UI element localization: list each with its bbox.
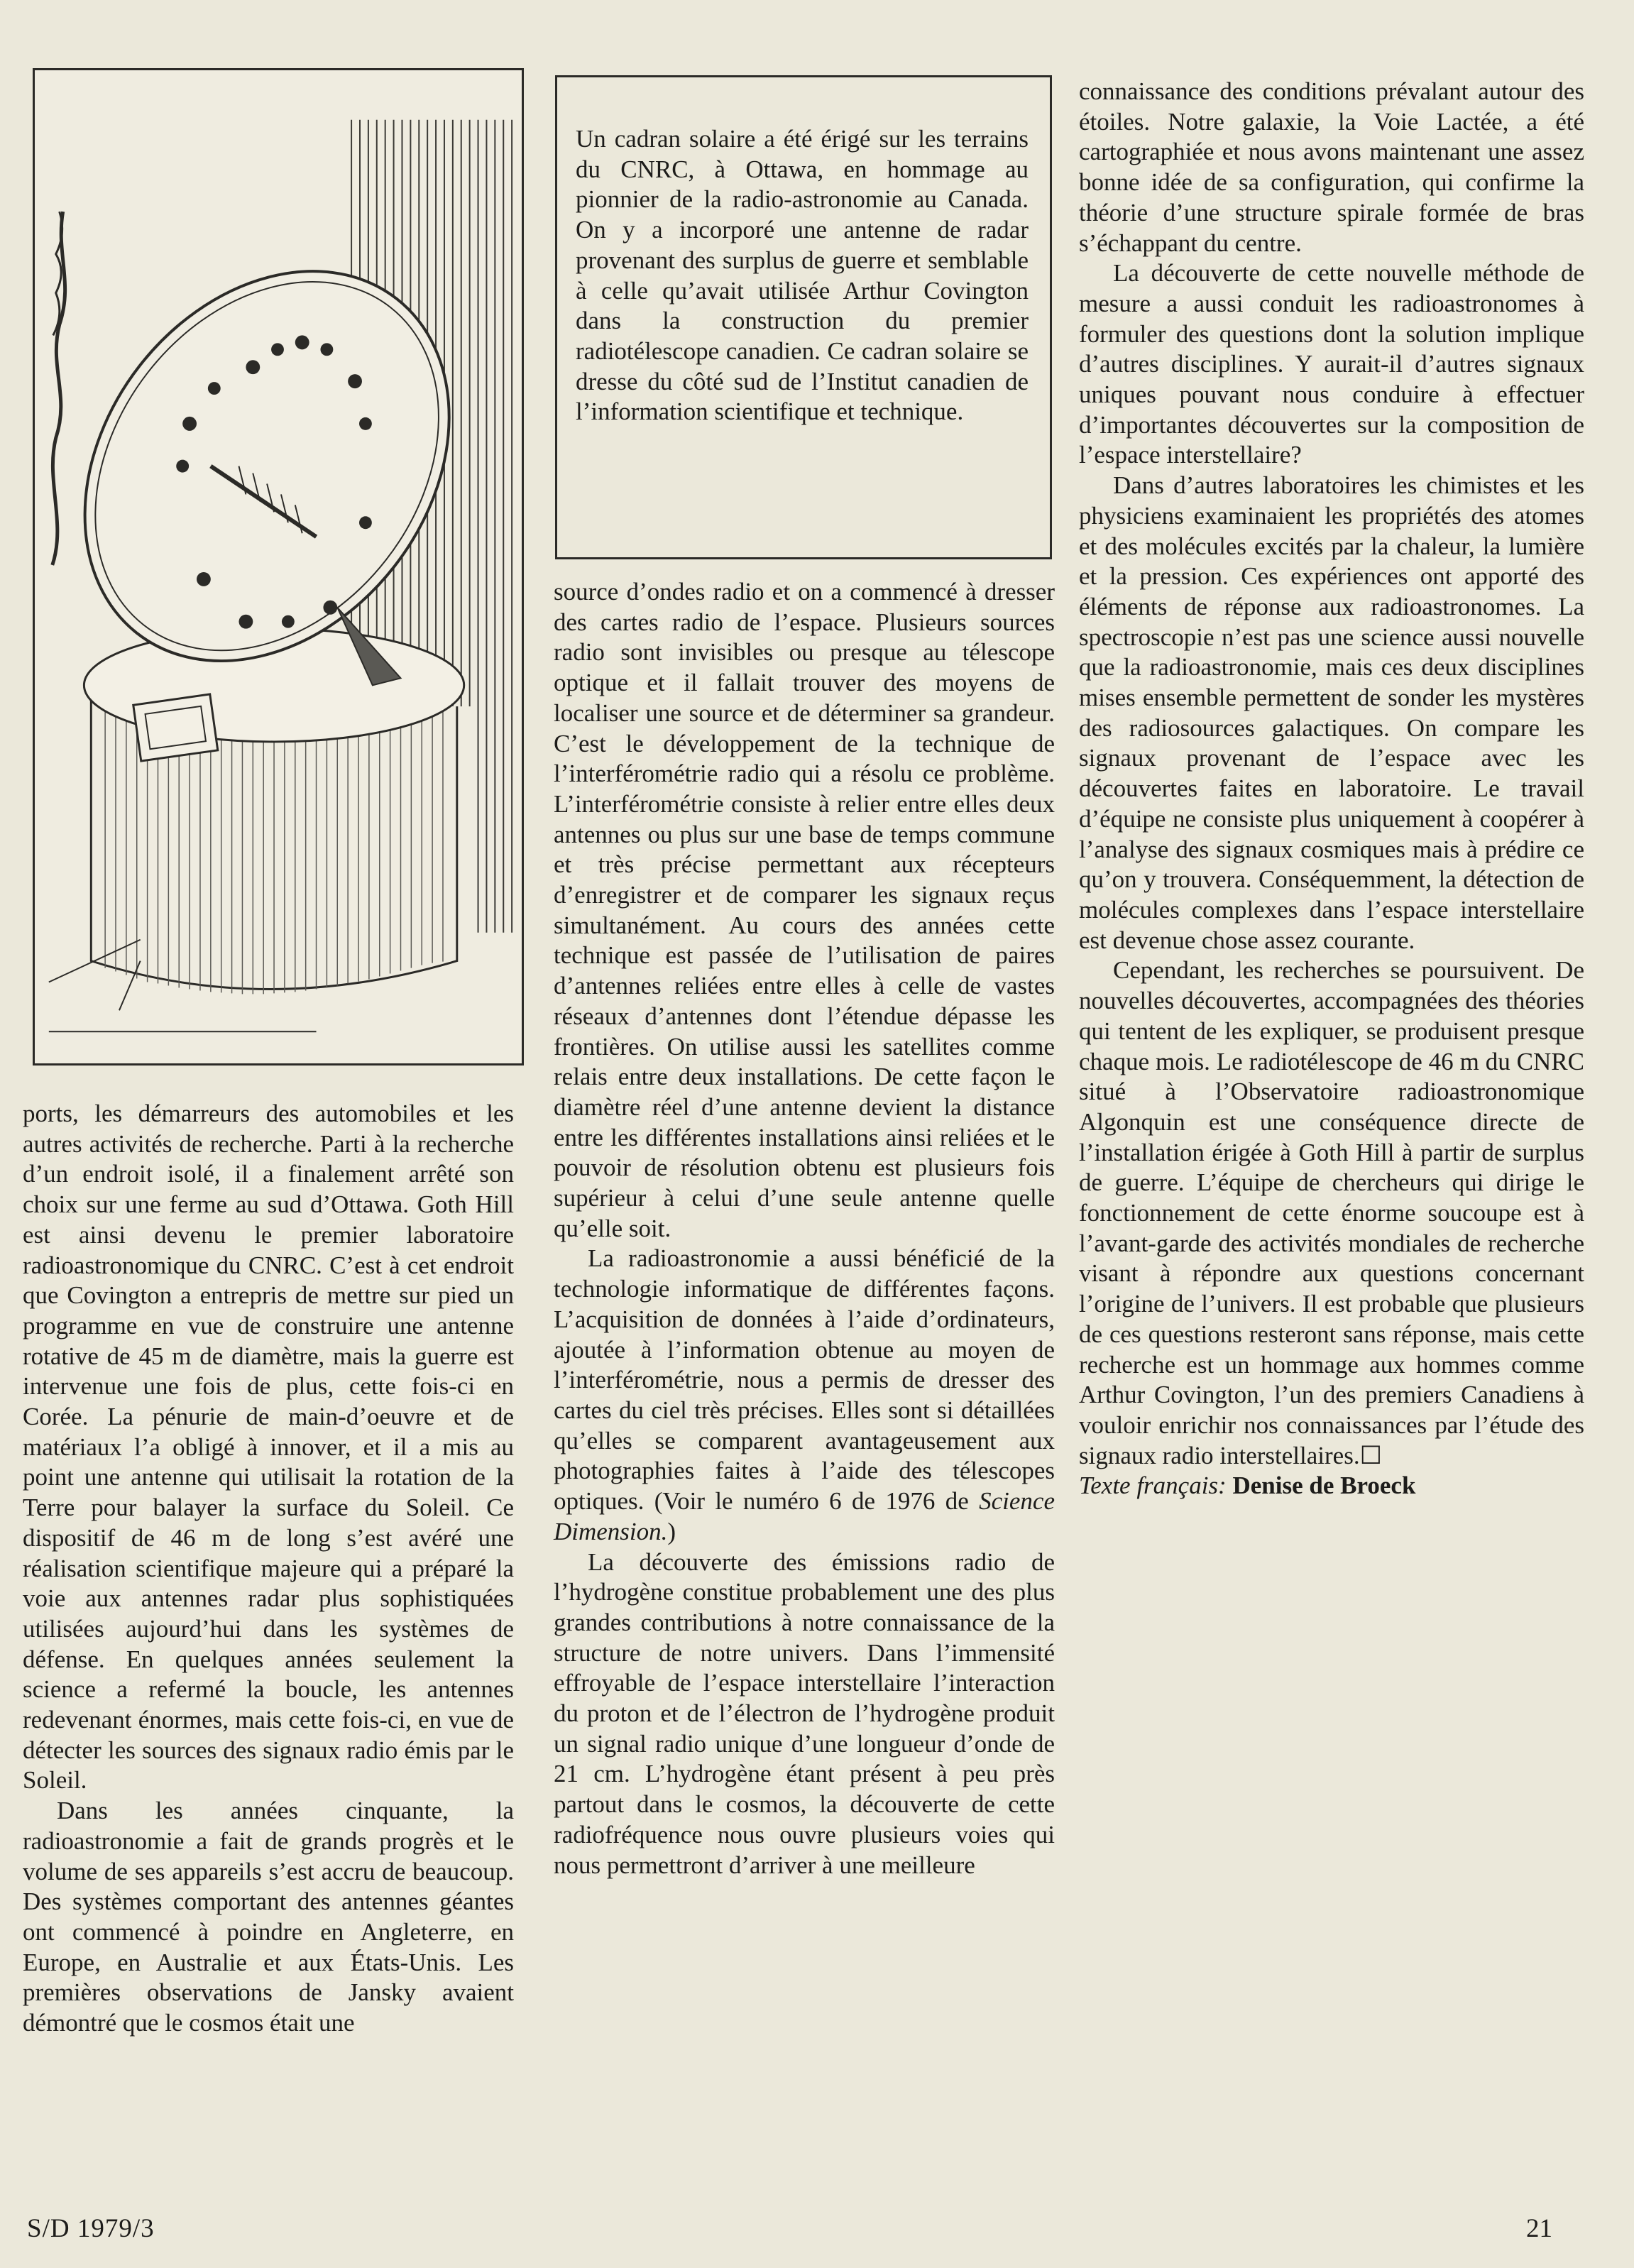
issue-label: S/D 1979/3	[27, 2214, 155, 2243]
paragraph: ports, les démarreurs des automobiles et les autres activités de recherche. Parti à la recherche d’un endroit isolé, il a finalement arrêté son choix sur une ferme au sud d’Ottawa. Goth Hill est ainsi devenu le premier laboratoire radioastronomique du CNRC. C’est à cet endroit que Covington a entrepris de mettre sur pied un programme en vue de construire une antenne rotative de 45 m de diamètre, mais la guerre est intervenue une fois de plus, cette fois-ci en Corée. La pénurie de main-d’oeuvre et de matériaux l’a obligé à innover, et il a mis au point une antenne qui utilisait la rotation de la Terre pour balayer la surface du Soleil. Ce dispositif de 46 m de long s’est avéré une réalisation scientifique majeure qui a préparé la voie aux antennes radar plus sophistiquées utilisées aujourd’hui dans les systèmes de défense. En quelques années seulement la science a refermé la boucle, les antennes redevenant énormes, mais cette fois-ci, en vue de détecter les sources des signaux radio émis par le Soleil.	[23, 1100, 514, 1795]
paragraph: source d’ondes radio et on a commencé à dresser des cartes radio de l’espace. Plusieurs sources radio sont invisibles ou presque au télescope optique et il fallait trouver des moyens de localiser une source et de déterminer sa grandeur. C’est le développement de la technique de l’interférométrie radio qui a résolu ce problème. L’interférométrie consiste à relier entre elles deux antennes ou plus sur une base de temps commune et très précise permettant aux récepteurs d’enregistrer et de comparer les signaux reçus simultanément. Au cours des années cette technique est passée de l’utilisation de paires d’antennes reliées entre elles à celle de vastes réseaux d’antennes dont l’étendue dépasse les frontières. On utilise aussi les satellites comme relais entre deux installations. De cette façon le diamètre réel d’une antenne devient la distance entre les différentes installations ainsi reliées et le pouvoir de résolution obtenu est plusieurs fois supérieur à celui d’une seule antenne quelle qu’elle soit.	[554, 578, 1055, 1242]
paragraph	[1079, 955, 1584, 1471]
sundial-illustration	[33, 68, 524, 1065]
paragraph-text: Cependant, les recherches se poursuivent. De nouvelles découvertes, accompagnées des théories qui tentent de les expliquer, se produisent presque chaque mois. Le radiotélescope de 46 m du CNRC situé à l’Observatoire radioastronomique Algonquin est une conséquence directe de l’installation érigée à Goth Hill à partir de surplus de guerre. L’équipe de chercheurs qui dirige le fonctionnement de cette énorme soucoupe est à l’avant-garde des activités mondiales de recherche visant à répondre aux questions concernant l’origine de l’univers. Il est probable que plusieurs de ces questions resteront sans réponse, mais cette recherche est un hommage aux hommes comme Arthur Covington, l’un des premiers Canadiens à vouloir enrichir nos connaissances par l’étude des signaux radio interstellaires.	[1079, 956, 1584, 1469]
sundial-antenna-drawing-icon	[35, 70, 522, 1063]
credit-label: Texte français:	[1079, 1472, 1227, 1500]
paragraph-text: La radioastronomie a aussi bénéficié de la technologie informatique de différentes façons. L’acquisition de données à l’aide d’ordinateurs, ajoutée à l’information obtenue au moyen de l’interférométrie, nous a permis de dresser des cartes du ciel très précises. Elles sont si détaillées qu’elles se comparent avantageusement aux photographies faites à l’aide des télescopes optiques. (Voir le numéro 6 de 1976 de	[554, 1244, 1055, 1516]
article-column-2	[554, 577, 1055, 1880]
end-of-article-mark: ☐	[1359, 1441, 1382, 1469]
paragraph: Dans d’autres laboratoires les chimistes et les physiciens examinaient les propriétés des atomes et des molécules excités par la chaleur, la lumière et la pression. Ces expériences ont apporté des éléments de réponse aux radioastronomes. La spectroscopie n’est pas une science aussi nouvelle que la radioastronomie, mais ces deux disciplines mises ensemble permettent de sonder les mystères des radiosources galactiques. On compare les signaux provenant de l’espace avec les découvertes faites en laboratoire. Le travail d’équipe ne consiste plus uniquement à coopérer à l’analyse des signaux cosmiques mais à prédire ce qu’on y trouvera. Conséquemment, la détection de molécules complexes dans l’espace interstellaire est devenue chose assez courante.	[1079, 471, 1584, 954]
paragraph: La découverte de cette nouvelle méthode de mesure a aussi conduit les radioastronomes à formuler des questions dont la solution implique d’autres disciplines. Y aurait-il d’autres signaux uniques pouvant nous conduire à effectuer d’importantes découvertes sur la composition de l’espace interstellaire?	[1079, 259, 1584, 469]
paragraph: La découverte des émissions radio de l’hydrogène constitue probablement une des plus grandes contributions à notre connaissance de la structure de notre univers. Dans l’immensité effroyable de l’espace interstellaire l’interaction du proton et de l’électron de l’hydrogène produit un signal radio unique d’une longueur d’onde de 21 cm. L’hydrogène étant présent à peu près partout dans le cosmos, la découverte de cette radiofréquence nous ouvre plusieurs voies qui nous permettront d’arriver à une meilleure	[554, 1547, 1055, 1879]
caption-box	[555, 75, 1052, 559]
page-number: 21	[1526, 2214, 1552, 2243]
credit-name: Denise de Broeck	[1232, 1472, 1416, 1500]
paragraph: connaissance des conditions prévalant autour des étoiles. Notre galaxie, la Voie Lactée, a été cartographiée et nous avons maintenant une assez bonne idée de sa configuration, qui confirme la théorie d’une structure spirale formée de bras s’échappant du centre.	[1079, 77, 1584, 257]
caption-text: Un cadran solaire a été érigé sur les terrains du CNRC, à Ottawa, en hommage au pionnier de la radio-astronomie au Canada. On y a incorporé une antenne de radar provenant des surplus de guerre et semblable à celle qu’avait utilisée Arthur Covington dans la construction du premier radiotélescope canadien. Ce cadran solaire se dresse du côté sud de l’Institut canadien de l’information scientifique et technique.	[576, 125, 1029, 426]
paragraph: Dans les années cinquante, la radioastronomie a fait de grands progrès et le volume de ses appareils s’est accru de beaucoup. Des systèmes comportant des antennes géantes ont commencé à poindre en Angleterre, en Europe, en Australie et aux États-Unis. Les premières observations de Jansky avaient démontré que le cosmos était une	[23, 1797, 514, 2037]
paragraph-text-end: )	[667, 1517, 676, 1545]
article-column-1	[23, 1099, 514, 2039]
translation-credit	[1079, 1471, 1584, 1501]
paragraph	[554, 1244, 1055, 1547]
magazine-title: Science Dimension.	[554, 1487, 1055, 1545]
article-column-3	[1079, 77, 1584, 1501]
